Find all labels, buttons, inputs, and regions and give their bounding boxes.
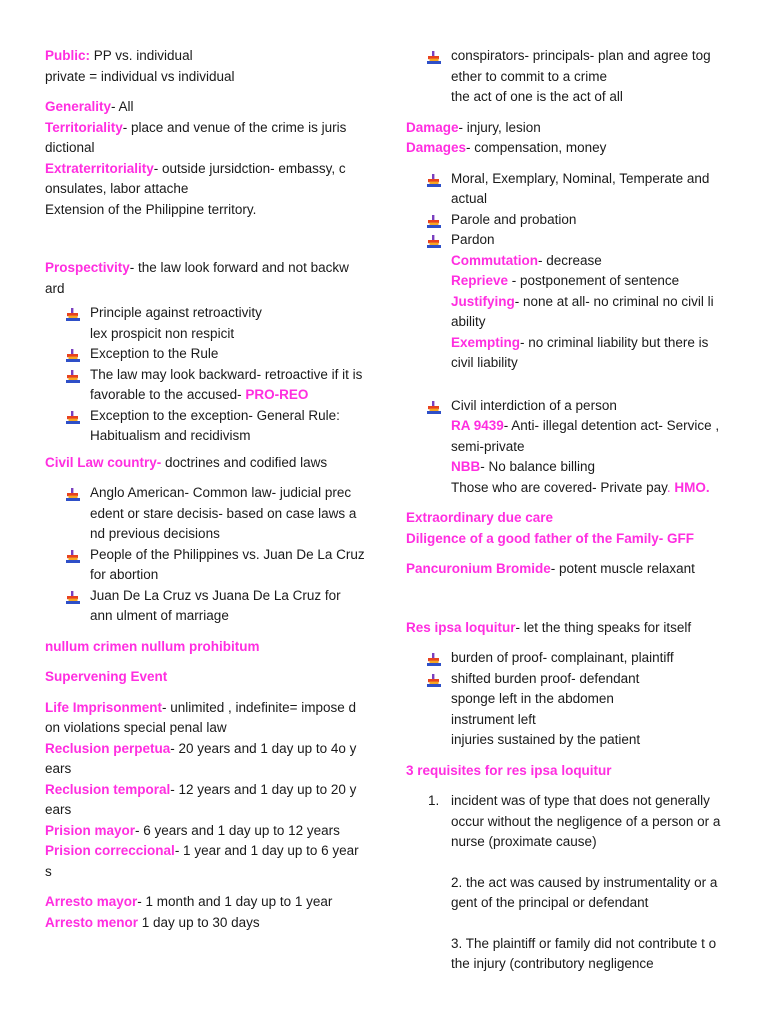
term-territoriality: Territoriality <box>45 119 123 135</box>
term-pro-reo: PRO-REO <box>245 387 309 402</box>
list-item-text: Exception to the Rule <box>90 346 219 361</box>
supervening-heading: Supervening Event <box>45 669 168 684</box>
list-item <box>45 483 365 545</box>
requisites-list <box>406 791 726 853</box>
list-item <box>406 791 726 853</box>
pancuronium-text: - potent muscle relaxant <box>550 561 695 576</box>
reclusion-perpetua-text: - 20 years and 1 day up to 4o y ears <box>45 740 357 776</box>
prospectivity-line <box>45 258 365 299</box>
list-item <box>45 344 365 365</box>
hand-pointer-icon <box>66 487 80 500</box>
civil-law-list <box>45 483 365 627</box>
example-line: instrument left <box>451 711 536 727</box>
hand-pointer-icon <box>427 400 441 413</box>
term-damage: Damage <box>406 119 459 135</box>
nbb-text: - No balance billing <box>480 459 596 474</box>
list-item <box>45 303 365 344</box>
term-prospectivity: Prospectivity <box>45 260 130 275</box>
hand-pointer-icon <box>66 549 80 562</box>
hand-pointer-icon <box>66 410 80 423</box>
damages-line <box>406 138 726 159</box>
hand-pointer-icon <box>66 369 80 382</box>
public-text: PP vs. individual <box>90 48 193 63</box>
list-item-text: Civil interdiction of a person <box>451 397 617 413</box>
arresto-mayor-text: - 1 month and 1 day up to 1 year <box>137 894 333 909</box>
diligence-heading: Diligence of a good father of the Family- GFF <box>406 530 695 546</box>
reclusion-temporal-text: - 12 years and 1 day up to 20 y ears <box>45 781 357 817</box>
reclusion-perpetua-line <box>45 739 365 780</box>
example-line: injuries sustained by the patient <box>451 732 641 747</box>
justifying-line <box>451 292 726 333</box>
res-ipsa-list <box>406 648 726 689</box>
damages-list <box>406 169 726 251</box>
arresto-menor-text: 1 day up to 30 days <box>138 914 260 930</box>
hand-pointer-icon <box>66 348 80 361</box>
list-item <box>406 230 726 251</box>
prision-mayor-text: - 6 years and 1 day up to 12 years <box>135 822 340 838</box>
list-item-text: Anglo American- Common law- judicial prec edent or stare decisis- based on case laws a nd previous decisions <box>90 485 357 541</box>
list-item-text: conspirators- principals- plan and agree tog ether to commit to a crime <box>451 48 711 84</box>
public-line <box>45 46 365 67</box>
res-ipsa-text: - let the thing speaks for itself <box>515 619 692 635</box>
term-prision-correccional: Prision correccional <box>45 843 175 858</box>
list-item-text: Principle against retroactivity <box>90 305 262 320</box>
term-reclusion-perpetua: Reclusion perpetua <box>45 740 171 756</box>
list-item-text: Pardon <box>451 232 495 247</box>
pardon-details <box>406 251 726 374</box>
term-public: Public: <box>45 48 91 63</box>
covered-line <box>451 478 726 499</box>
list-item <box>406 46 726 108</box>
arresto-mayor-line <box>45 892 365 913</box>
arresto-menor-line <box>45 913 365 934</box>
hand-pointer-icon <box>66 590 80 603</box>
territoriality-line <box>45 118 365 159</box>
pancuronium-line <box>406 559 726 580</box>
hand-pointer-icon <box>427 173 441 186</box>
list-item-text: burden of proof- complainant, plaintiff <box>451 650 674 665</box>
damages-text: - compensation, money <box>466 140 607 155</box>
generality-text: - All <box>111 99 134 114</box>
reprieve-text: - postponement of sentence <box>508 273 680 288</box>
list-item-text: shifted burden proof- defendant <box>451 670 640 686</box>
extraterritoriality-text: - outside jursidction- embassy, c onsulates, labor attache <box>45 160 346 196</box>
prospectivity-text: - the law look forward and not backw ard <box>45 260 349 296</box>
civil-law-line <box>45 453 365 474</box>
hand-pointer-icon <box>66 307 80 320</box>
exempting-line <box>451 333 726 374</box>
hand-pointer-icon <box>427 234 441 247</box>
list-item <box>406 210 726 231</box>
term-arresto-menor: Arresto menor <box>45 914 139 930</box>
term-nbb: NBB <box>451 459 481 474</box>
private-line: private = individual vs individual <box>45 68 235 84</box>
conspirators-list <box>406 46 726 108</box>
covered-text: Those who are covered- Private pay <box>451 479 667 495</box>
commutation-text: - decrease <box>538 252 602 268</box>
list-item-subtext: for abortion <box>90 567 159 582</box>
term-justifying: Justifying <box>451 293 515 309</box>
list-item <box>406 169 726 210</box>
res-ipsa-examples <box>406 689 726 751</box>
reprieve-line <box>451 271 726 292</box>
term-pancuronium: Pancuronium Bromide <box>406 561 551 576</box>
nullum-heading: nullum crimen nullum prohibitum <box>45 638 260 654</box>
term-reclusion-temporal: Reclusion temporal <box>45 781 171 797</box>
list-item <box>45 365 365 406</box>
hand-pointer-icon <box>427 214 441 227</box>
hand-pointer-icon <box>427 652 441 665</box>
ra-line <box>451 416 726 457</box>
term-generality: Generality <box>45 99 112 114</box>
res-ipsa-line <box>406 618 726 639</box>
interdiction-details <box>406 416 726 498</box>
list-item-text: Moral, Exemplary, Nominal, Temperate and actual <box>451 170 710 206</box>
list-item <box>406 648 726 669</box>
list-item-text: incident was of type that does not generally occur without the negligence of a person or a nurse (proximate cause) <box>451 793 721 849</box>
left-column <box>45 46 365 933</box>
example-line: sponge left in the abdomen <box>451 691 614 706</box>
list-item-subtext: lex prospicit non respicit <box>90 325 235 341</box>
list-item-text: Parole and probation <box>451 211 577 227</box>
exempting-text: - no criminal liability but there is civil liability <box>451 334 709 370</box>
list-item-text: People of the Philippines vs. Juan De La Cruz <box>90 546 365 562</box>
term-extraterritoriality: Extraterritoriality <box>45 160 154 176</box>
extension-line: Extension of the Philippine territory. <box>45 201 257 217</box>
list-item <box>45 586 365 627</box>
term-hmo: HMO. <box>674 479 710 495</box>
covered-dot: . <box>666 479 675 495</box>
list-item-text: The law may look backward- retroactive if it is favorable to the accused- <box>90 366 363 402</box>
requisites-heading: 3 requisites for res ipsa loquitur <box>406 762 612 778</box>
list-item <box>45 406 365 447</box>
reclusion-temporal-line <box>45 780 365 821</box>
requisites-continued <box>406 853 726 975</box>
hand-pointer-icon <box>427 50 441 63</box>
term-prision-mayor: Prision mayor <box>45 822 136 838</box>
civil-law-text: doctrines and codified laws <box>161 454 328 470</box>
damage-text: - injury, lesion <box>458 119 541 135</box>
term-life-imprisonment: Life Imprisonment <box>45 699 163 715</box>
term-reprieve: Reprieve <box>451 273 509 288</box>
commutation-line <box>451 251 726 272</box>
extraordinary-heading: Extraordinary due care <box>406 510 554 525</box>
term-res-ipsa: Res ipsa loquitur <box>406 619 516 635</box>
prision-correccional-line <box>45 841 365 882</box>
ra-text: - Anti- illegal detention act- Service , semi-private <box>451 418 720 454</box>
term-commutation: Commutation <box>451 252 538 268</box>
territoriality-text: - place and venue of the crime is juris dictional <box>45 119 347 155</box>
list-item-text: Exception to the exception- General Rule: Habitualism and recidivism <box>90 407 340 443</box>
requisite-3: 3. The plaintiff or family did not contribute t o the injury (contributory negligence <box>451 935 717 971</box>
life-imprisonment-line <box>45 698 365 739</box>
list-item <box>406 669 726 690</box>
term-damages: Damages <box>406 140 467 155</box>
term-arresto-mayor: Arresto mayor <box>45 894 138 909</box>
generality-line <box>45 97 365 118</box>
prospectivity-list <box>45 303 365 447</box>
life-imprisonment-text: - unlimited , indefinite= impose d on violations special penal law <box>45 699 356 735</box>
hand-pointer-icon <box>427 673 441 686</box>
prision-mayor-line <box>45 821 365 842</box>
list-item <box>45 545 365 586</box>
nbb-line <box>451 457 726 478</box>
list-item-subtext: the act of one is the act of all <box>451 89 623 104</box>
right-column <box>406 46 726 975</box>
term-civil-law: Civil Law country- <box>45 454 162 470</box>
interdiction-list <box>406 396 726 417</box>
list-number: 1. <box>428 793 440 808</box>
list-item <box>406 396 726 417</box>
list-item-text: Juan De La Cruz vs Juana De La Cruz for ann ulment of marriage <box>90 587 341 623</box>
term-exempting: Exempting <box>451 334 521 350</box>
extraterritoriality-line <box>45 159 365 200</box>
requisite-2: 2. the act was caused by instrumentality or a gent of the principal or defendant <box>451 874 718 910</box>
term-ra-9439: RA 9439 <box>451 418 504 433</box>
prision-correccional-text: - 1 year and 1 day up to 6 year s <box>45 843 359 879</box>
justifying-text: - none at all- no criminal no civil li ability <box>451 293 714 329</box>
damage-line <box>406 118 726 139</box>
